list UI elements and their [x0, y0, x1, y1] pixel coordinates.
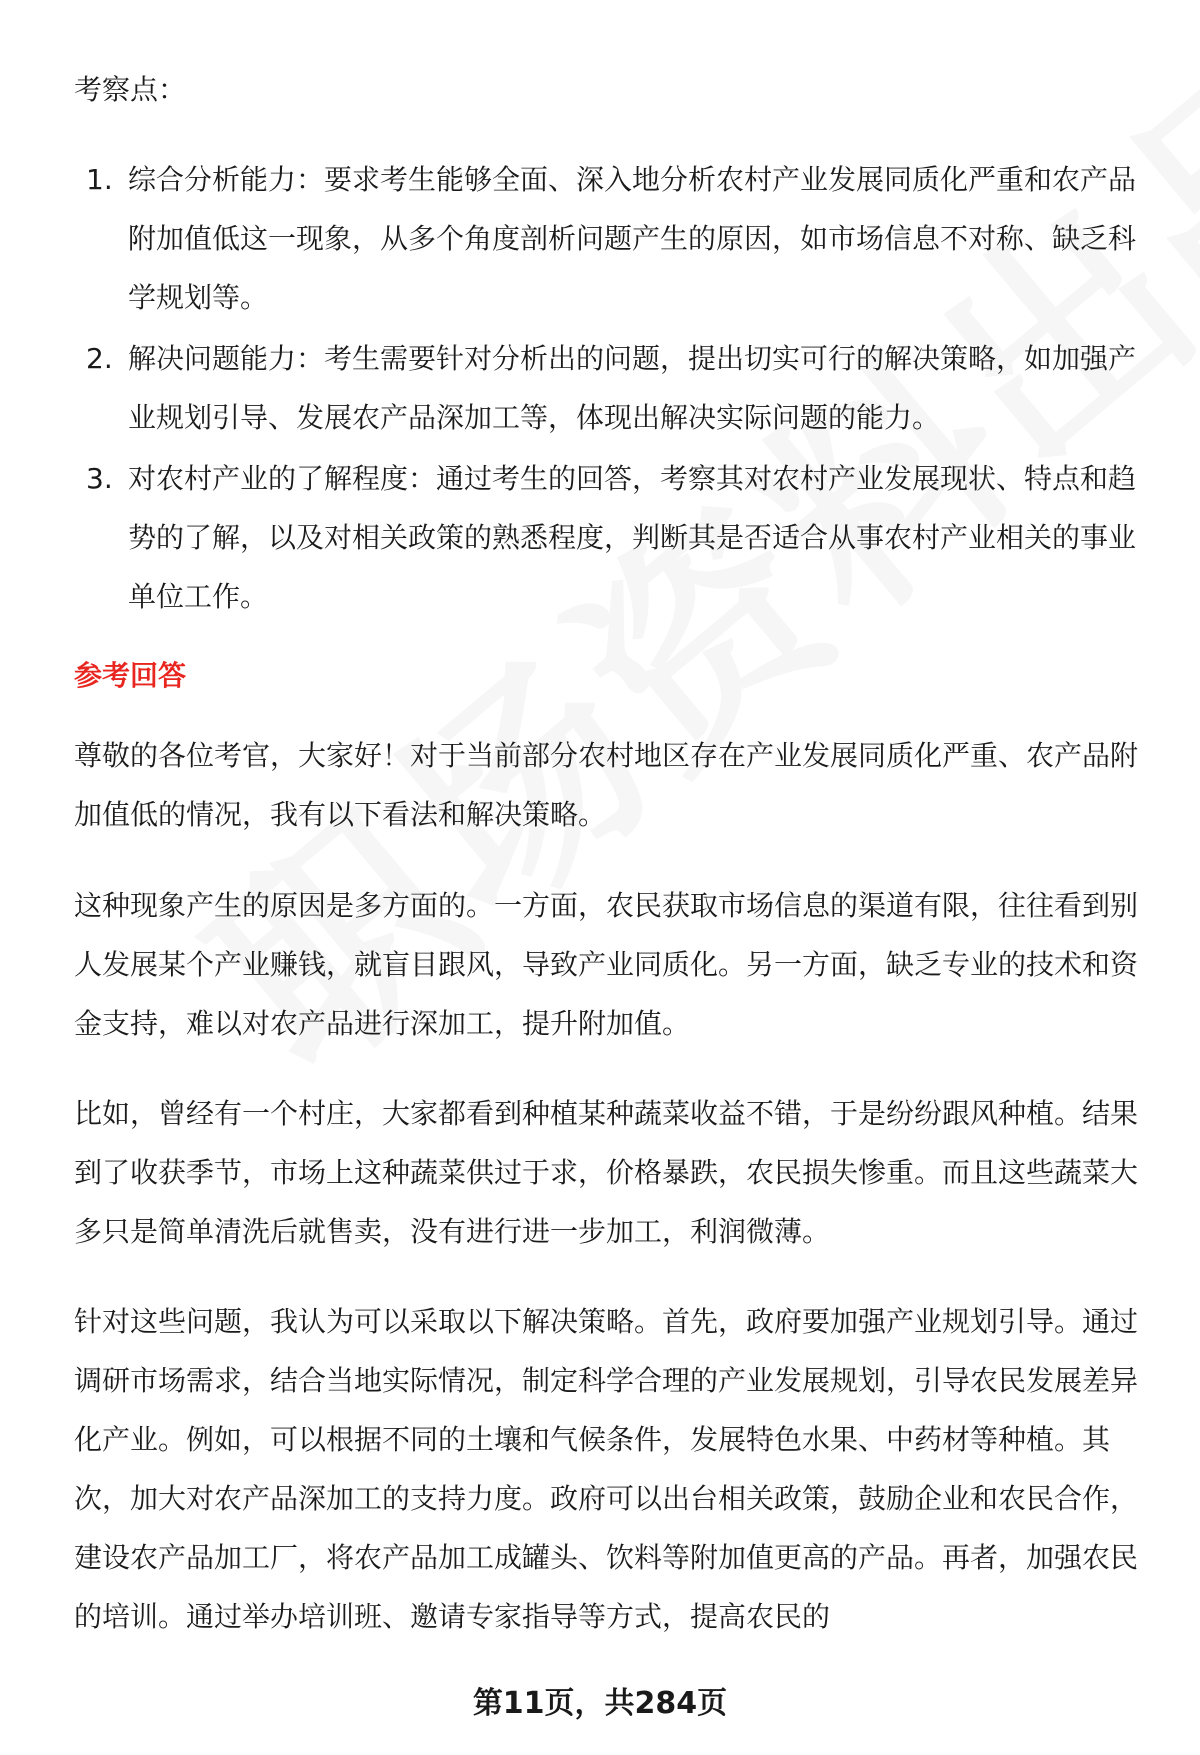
reference-answer-heading: 参考回答: [74, 659, 187, 692]
list-text: 对农村产业的了解程度：通过考生的回答，考察其对农村产业发展现状、特点和趋势的了解，以及对相关政策的熟悉程度，判断其是否适合从事农村产业相关的事业单位工作。: [128, 462, 1137, 613]
list-number: 3.: [86, 462, 113, 495]
answer-paragraph: 尊敬的各位考官，大家好！对于当前部分农村地区存在产业发展同质化严重、农产品附加值低的情况，我有以下看法和解决策略。: [74, 739, 1139, 831]
answer-paragraph: 比如，曾经有一个村庄，大家都看到种植某种蔬菜收益不错，于是纷纷跟风种植。结果到了收获季节，市场上这种蔬菜供过于求，价格暴跌，农民损失惨重。而且这些蔬菜大多只是简单清洗后就售卖，没有进行进一步加工，利润微薄。: [74, 1097, 1139, 1248]
answer-paragraph: 针对这些问题，我认为可以采取以下解决策略。首先，政府要加强产业规划引导。通过调研市场需求，结合当地实际情况，制定科学合理的产业发展规划，引导农民发展差异化产业。例如，可以根据不同的土壤和气候条件，发展特色水果、中药材等种植。其次，加大对农产品深加工的支持力度。政府可以出台相关政策，鼓励企业和农民合作，建设农产品加工厂，将农产品加工成罐头、饮料等附加值更高的产品。再者，加强农民的培训。通过举办培训班、邀请专家指导等方式，提高农民的: [74, 1305, 1139, 1633]
answer-paragraph: 这种现象产生的原因是多方面的。一方面，农民获取市场信息的渠道有限，往往看到别人发展某个产业赚钱，就盲目跟风，导致产业同质化。另一方面，缺乏专业的技术和资金支持，难以对农产品进行深加工，提升附加值。: [74, 889, 1139, 1040]
list-text: 解决问题能力：考生需要针对分析出的问题，提出切实可行的解决策略，如加强产业规划引导、发展农产品深加工等，体现出解决实际问题的能力。: [128, 342, 1137, 434]
list-item: [74, 329, 1142, 447]
page-number: 第11页，共284页: [472, 1686, 728, 1721]
list-item: [74, 150, 1142, 327]
list-number: 1.: [86, 163, 113, 196]
exam-points-list: [74, 150, 1142, 628]
list-text: 综合分析能力：要求考生能够全面、深入地分析农村产业发展同质化严重和农产品附加值低这一现象，从多个角度剖析问题产生的原因，如市场信息不对称、缺乏科学规划等。: [128, 163, 1137, 314]
list-number: 2.: [86, 342, 113, 375]
list-item: [74, 449, 1142, 626]
exam-points-label: 考察点：: [74, 73, 187, 106]
